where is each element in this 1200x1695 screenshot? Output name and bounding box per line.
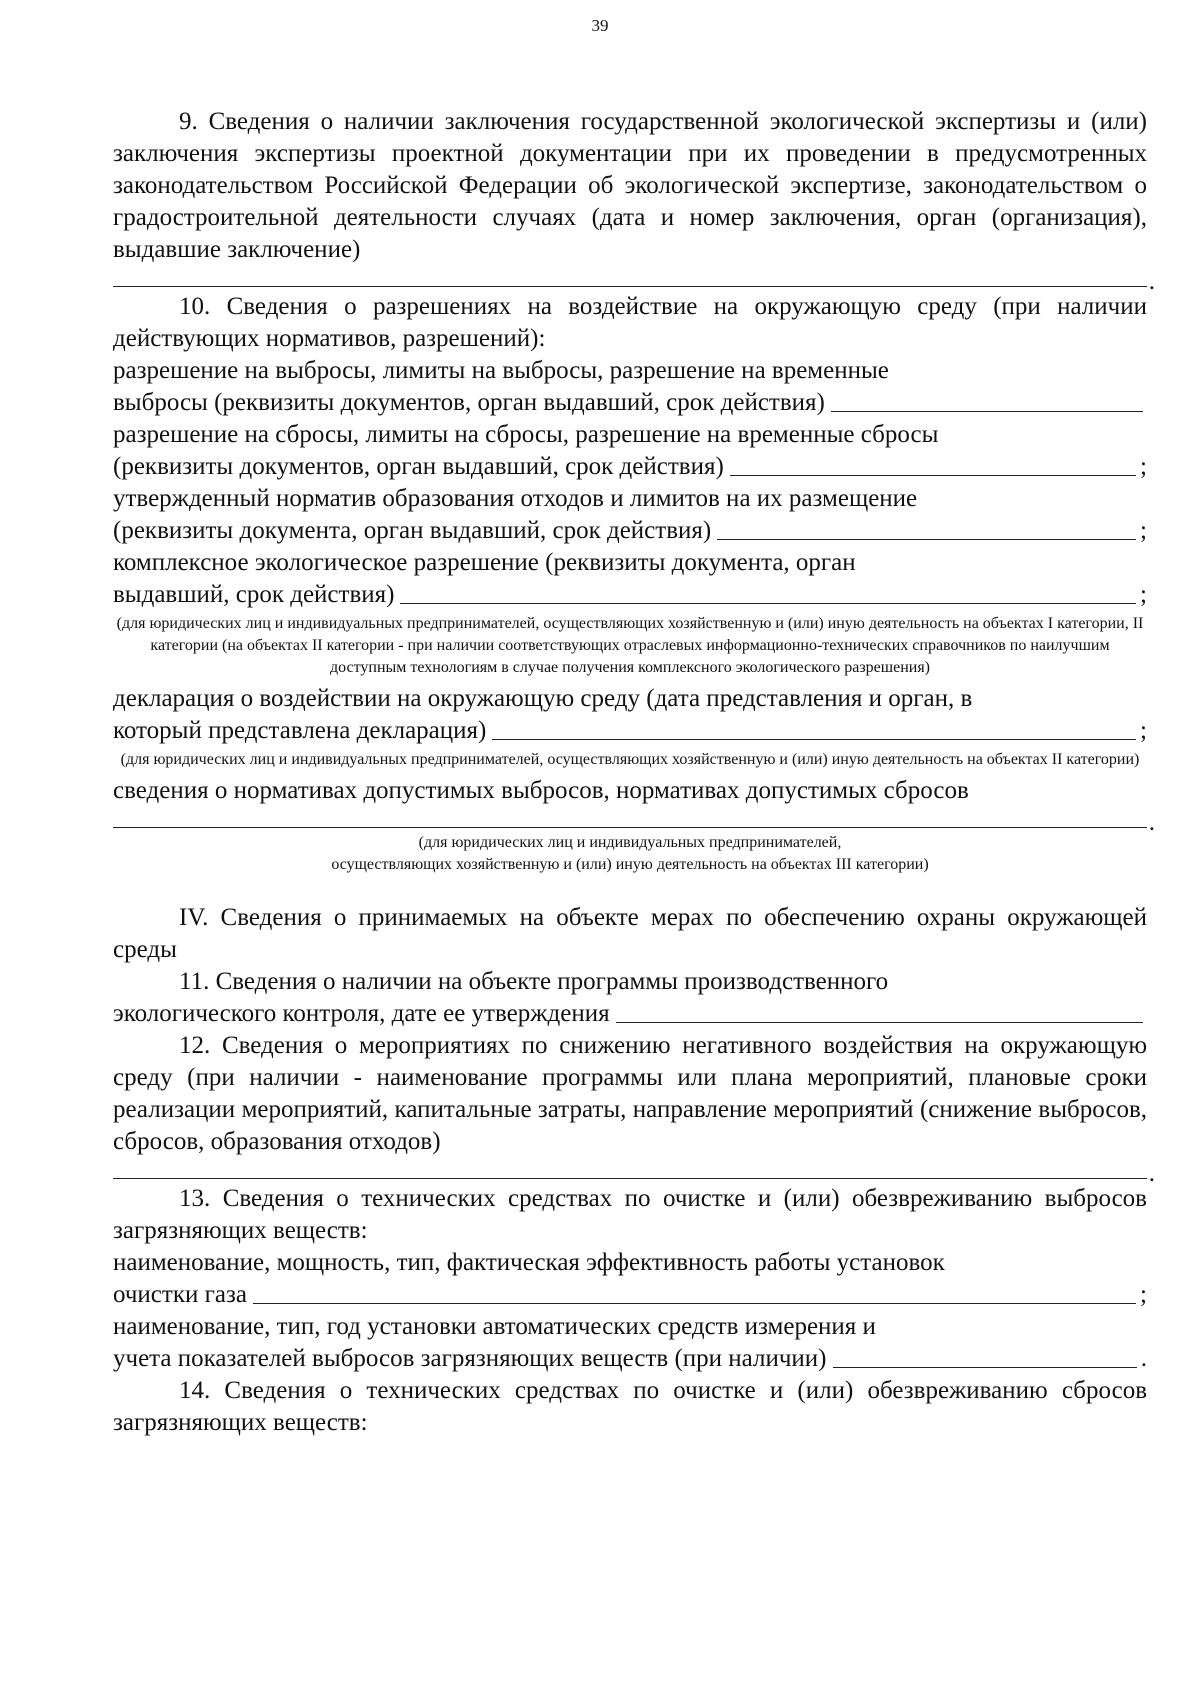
auto-measure-blank[interactable] [833,1367,1137,1368]
section-spacer [113,876,1147,902]
item-9-blank-line[interactable] [113,266,1155,295]
auto-measure-line-1: наименование, тип, год установки автоматических средств измерения и [113,1313,876,1340]
waste-semicolon: ; [1140,517,1147,544]
item-11-line-2: экологического контроля, дате ее утверждения [113,1000,610,1027]
discharges-permit-line-2: (реквизиты документов, орган выдавший, срок действия) [113,453,724,480]
emissions-permit-row [113,387,1147,419]
norms-note-line-1: (для юридических лиц и индивидуальных предпринимателей, [418,834,842,851]
gas-cleaning-line-1: наименование, мощность, тип, фактическая эффективность работы установок [113,1249,945,1276]
discharges-permit-row [113,451,1147,483]
complex-permit-line-1: комплексное экологическое разрешение (реквизиты документа, орган [113,549,856,576]
item-14-heading: 14. Сведения о технических средствах по очистке и (или) обезвреживанию сбросов загрязняющих веществ: [113,1377,1147,1436]
item-11-blank[interactable] [616,1022,1143,1023]
gas-cleaning-row [113,1279,1147,1311]
complex-semicolon: ; [1140,581,1147,608]
gas-cleaning-semicolon: ; [1140,1281,1147,1308]
item-10-heading: 10. Сведения о разрешениях на воздействие на окружающую среду (при наличии действующих нормативов, разрешений): [113,293,1147,352]
discharges-semicolon: ; [1140,453,1147,480]
declaration-semicolon: ; [1140,717,1147,744]
auto-measure-period: . [1140,1345,1147,1372]
item-9-period: . [1148,268,1155,295]
item-12-period: . [1148,1160,1155,1187]
waste-norm-row [113,515,1147,547]
discharges-permit-line-1: разрешение на сбросы, лимиты на сбросы, разрешение на временные сбросы [113,421,939,448]
norms-blank-line[interactable] [113,807,1155,836]
complex-permit-line-2: выдавший, срок действия) [113,581,395,608]
gas-cleaning-line-2: очистки газа [113,1281,247,1308]
norms-period: . [1148,809,1155,836]
emissions-permit-line-2: выбросы (реквизиты документов, орган выдавший, срок действия) [113,389,825,416]
norms-line: сведения о нормативах допустимых выбросов, нормативах допустимых сбросов [113,777,969,804]
auto-measure-line-2: учета показателей выбросов загрязняющих веществ (при наличии) [113,1345,827,1372]
complex-permit-blank[interactable] [400,603,1136,604]
complex-permit-note: (для юридических лиц и индивидуальных предпринимателей, осуществляющих хозяйственную и (или) иную деятельность на объектах I категории, II категории (на объектах II категории - при наличии соответствующих отраслевых информационно-технических справочников по наилучшим доступным технологиям в случае получения комплексного экологического разрешения) [116,615,1144,676]
auto-measure-row [113,1343,1147,1375]
section-4-heading: IV. Сведения о принимаемых на объекте мерах по обеспечению охраны окружающей среды [113,904,1147,963]
item-12-blank-line[interactable] [113,1158,1155,1187]
gas-cleaning-blank[interactable] [253,1303,1136,1304]
item-11-row [113,998,1147,1030]
declaration-line-2: который представлена декларация) [113,717,487,744]
waste-norm-blank[interactable] [717,539,1136,540]
declaration-row [113,715,1147,747]
complex-permit-row [113,579,1147,611]
waste-norm-line-1: утвержденный норматив образования отходов и лимитов на их размещение [113,485,918,512]
emissions-permit-blank[interactable] [831,411,1143,412]
item-12-text: 12. Сведения о мероприятиях по снижению негативного воздействия на окружающую среду (при наличии - наименование программы или плана мероприятий, плановые сроки реализации мероприятий, капитальные затраты, направление мероприятий (снижение выбросов, сбросов, образования отходов) [113,1032,1147,1155]
emissions-permit-line-1: разрешение на выбросы, лимиты на выбросы, разрешение на временные [113,357,889,384]
item-11-line-1: 11. Сведения о наличии на объекте программы производственного [179,968,889,995]
document-body [113,106,1155,1439]
norms-note-line-2: осуществляющих хозяйственную и (или) иную деятельность на объектах III категории) [331,856,929,873]
declaration-blank[interactable] [492,739,1136,740]
declaration-note: (для юридических лиц и индивидуальных предпринимателей, осуществляющих хозяйственную и (или) иную деятельность на объектах II категории) [120,751,1140,768]
declaration-line-1: декларация о воздействии на окружающую среду (дата представления и орган, в [113,685,973,712]
waste-norm-line-2: (реквизиты документа, орган выдавший, срок действия) [113,517,712,544]
page-number: 39 [591,16,609,35]
discharges-permit-blank[interactable] [730,475,1136,476]
item-13-heading: 13. Сведения о технических средствах по очистке и (или) обезвреживанию выбросов загрязняющих веществ: [113,1185,1147,1244]
item-9-text: 9. Сведения о наличии заключения государственной экологической экспертизы и (или) заключения экспертизы проектной документации при их проведении в предусмотренных законодательством Российской Федерации об экологической экспертизе, законодательством о градостроительной деятельности случаях (дата и номер заключения, орган (организация), выдавшие заключение) [113,108,1147,263]
